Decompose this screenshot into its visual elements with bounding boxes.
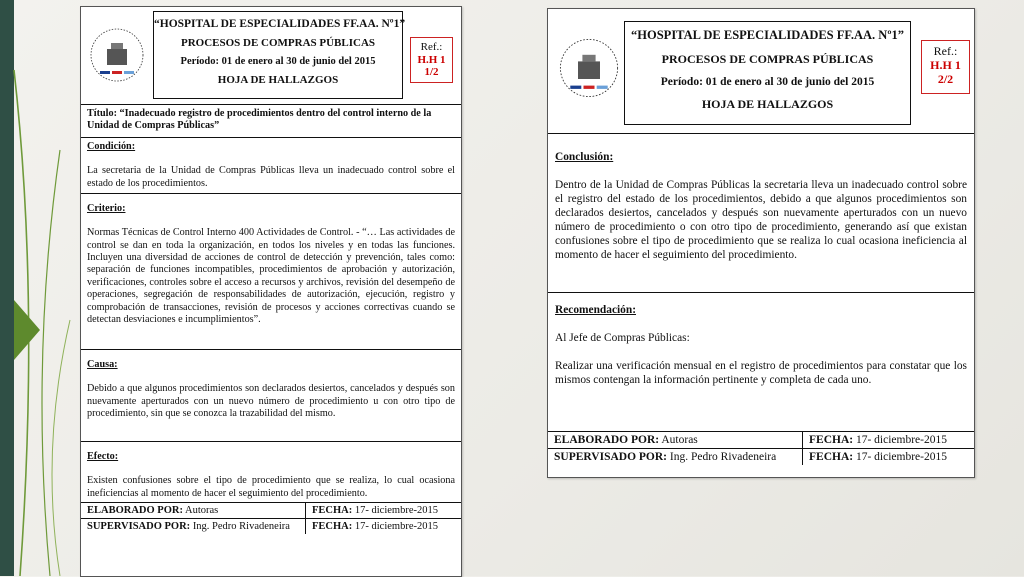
supervisado-cell	[548, 449, 803, 465]
fecha-cell-1	[803, 432, 953, 448]
hospital-name: “HOSPITAL DE ESPECIALIDADES FF.AA. Nº1”	[154, 18, 406, 30]
recomendacion-addressee: Al Jefe de Compras Públicas:	[555, 332, 690, 344]
criterio-heading: Criterio:	[87, 202, 126, 214]
conclusion-text: Dentro de la Unidad de Compras Públicas la secretaria lleva un inadecuado control sobre el registro del estado de los procedimientos, debido a que algunos procedimientos son declarados desiertos, cancelados y después son nuevamente aperturados con un nuevo número de procedimiento o con otro tipo de procedimiento, generando así que existan confusiones sobre el tipo de procedimiento que se realiza lo cual ocasiona ineficiencia al momento de hacer el seguimiento del procedimiento.	[555, 179, 967, 261]
ref-page: 2/2	[937, 71, 954, 86]
header-title-box	[153, 11, 406, 99]
recomendacion-text: Realizar una verificación mensual en el registro de procedimientos para constatar que los mismos contengan la información pertinente y completa de cada uno.	[555, 360, 967, 386]
supervisado-value: Ing. Pedro Rivadeneira	[192, 520, 290, 532]
hospital-name: “HOSPITAL DE ESPECIALIDADES FF.AA. Nº1”	[631, 28, 904, 42]
hospital-logo-icon	[556, 35, 622, 101]
condicion-heading: Condición:	[87, 140, 136, 152]
findings-page-1	[80, 6, 462, 577]
reference-box	[921, 40, 970, 94]
process-name: PROCESOS DE COMPRAS PÚBLICAS	[661, 52, 874, 66]
header-title-box	[624, 21, 911, 125]
section-efecto	[81, 442, 461, 502]
process-name: PROCESOS DE COMPRAS PÚBLICAS	[180, 37, 376, 49]
footer-row-elaborado	[81, 502, 461, 519]
causa-text: Debido a que algunos procedimientos son declarados desiertos, cancelados y después son nuevamente aperturados con un nuevo número de procedimiento u con otro tipo de procedimiento, sin que se conozca la trazabilidad del mismo.	[87, 383, 455, 420]
fecha-label: FECHA:	[312, 520, 353, 532]
signature-footer	[548, 431, 974, 465]
finding-title-text: Título: “Inadecuado registro de procedimientos dentro del control interno de la Unidad de Compras Públicas”	[87, 108, 432, 132]
section-condicion	[81, 138, 461, 194]
efecto-text: Existen confusiones sobre el tipo de procedimiento que se realiza, lo cual ocasiona ineficiencias al momento de hacer el seguimiento del procedimiento.	[87, 475, 455, 499]
footer-row-supervisado	[548, 449, 974, 465]
elaborado-value: Autoras	[185, 504, 219, 516]
criterio-text: Normas Técnicas de Control Interno 400 Actividades de Control. - “… Las actividades de control se dan en toda la organización, en todos los niveles y en todas las funciones. Incluyen una diversidad de acciones de control de detección y prevención, tales como: separación de funciones incompatibles, procedimientos de aprobación y autorización, verificaciones, controles sobre el acceso a recursos y archivos, revisión del desempeño de operaciones, segregación de responsabilidades de autorización, ejecución, registro y comprobación de transacciones, revisión de procesos y acciones correctivas cuando se detectan desviaciones e incumplimientos”.	[87, 227, 455, 326]
elaborado-cell	[81, 503, 306, 518]
ref-code: H.H 1	[417, 53, 446, 66]
fecha-label: FECHA:	[809, 434, 854, 446]
conclusion-heading: Conclusión:	[555, 151, 614, 163]
section-criterio	[81, 194, 461, 350]
ref-label: Ref.:	[420, 41, 443, 53]
ref-code: H.H 1	[930, 57, 961, 72]
supervisado-label: SUPERVISADO POR:	[554, 451, 668, 463]
fecha-cell-2	[306, 519, 444, 534]
elaborado-label: ELABORADO POR:	[554, 434, 660, 446]
section-recomendacion	[548, 293, 974, 431]
elaborado-label: ELABORADO POR:	[87, 504, 183, 516]
recomendacion-heading: Recomendación:	[555, 304, 636, 316]
fecha-value: 17- diciembre-2015	[354, 504, 438, 516]
reference-box	[410, 37, 453, 83]
sheet-title: HOJA DE HALLAZGOS	[701, 97, 834, 111]
findings-page-2	[547, 8, 975, 478]
supervisado-label: SUPERVISADO POR:	[87, 520, 191, 532]
footer-row-elaborado	[548, 431, 974, 449]
period: Período: 01 de enero al 30 de junio del 2015	[660, 76, 875, 88]
signature-footer	[81, 502, 461, 534]
fecha-value: 17- diciembre-2015	[855, 451, 947, 463]
decorative-lines	[0, 0, 90, 576]
page-header	[81, 7, 461, 105]
condicion-text: La secretaria de la Unidad de Compras Públicas lleva un inadecuado control sobre el estado de los procedimientos.	[87, 165, 455, 189]
hospital-logo-icon	[87, 25, 147, 85]
fecha-cell-2	[803, 449, 953, 465]
section-conclusion	[548, 134, 974, 293]
finding-title	[81, 105, 461, 138]
ref-label: Ref.:	[933, 44, 958, 58]
fecha-value: 17- diciembre-2015	[855, 434, 947, 446]
fecha-label: FECHA:	[312, 504, 353, 516]
supervisado-value: Ing. Pedro Rivadeneira	[669, 451, 777, 463]
efecto-heading: Efecto:	[87, 450, 119, 462]
ref-page: 1/2	[424, 66, 439, 79]
section-causa	[81, 350, 461, 442]
footer-row-supervisado	[81, 519, 461, 534]
period: Período: 01 de enero al 30 de junio del 2015	[180, 56, 376, 67]
page-header	[548, 9, 974, 134]
sheet-title: HOJA DE HALLAZGOS	[217, 74, 339, 86]
fecha-value: 17- diciembre-2015	[354, 520, 438, 532]
fecha-label: FECHA:	[809, 451, 854, 463]
elaborado-cell	[548, 432, 803, 448]
supervisado-cell	[81, 519, 306, 534]
elaborado-value: Autoras	[661, 434, 698, 446]
fecha-cell-1	[306, 503, 444, 518]
causa-heading: Causa:	[87, 358, 118, 370]
